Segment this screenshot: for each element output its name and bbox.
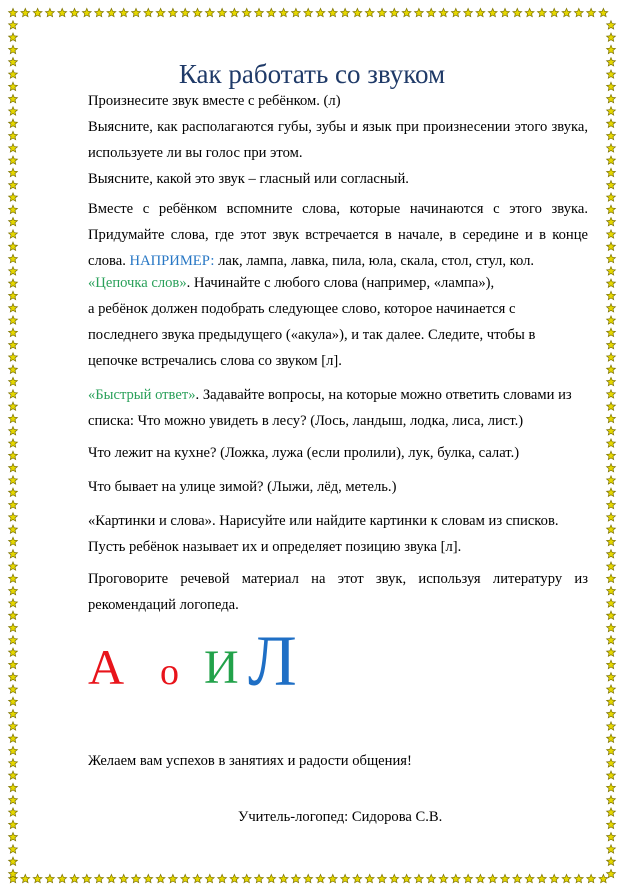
star-icon bbox=[607, 353, 616, 361]
star-icon bbox=[21, 8, 30, 16]
star-icon bbox=[607, 648, 616, 656]
star-icon bbox=[607, 144, 616, 152]
star-icon bbox=[9, 537, 18, 545]
star-icon bbox=[9, 451, 18, 459]
star-icon bbox=[9, 144, 18, 152]
star-icon bbox=[9, 648, 18, 656]
star-icon bbox=[607, 685, 616, 693]
star-icon bbox=[439, 8, 448, 16]
star-icon bbox=[607, 476, 616, 484]
star-icon bbox=[33, 8, 42, 16]
word-chain-label: «Цепочка слов» bbox=[88, 275, 187, 291]
paragraph-4-text: Вместе с ребёнком вспомните слова, которые начинаются с этого звука. Придумайте слова, где этот звук встречается в начале, в середине и в конце слова. bbox=[88, 201, 588, 269]
star-icon bbox=[390, 874, 399, 882]
star-icon bbox=[488, 874, 497, 882]
star-icon bbox=[607, 230, 616, 238]
star-icon bbox=[607, 488, 616, 496]
star-icon bbox=[218, 8, 227, 16]
star-icon bbox=[9, 95, 18, 103]
star-icon bbox=[607, 660, 616, 668]
star-icon bbox=[9, 623, 18, 631]
star-icon bbox=[9, 414, 18, 422]
star-icon bbox=[353, 874, 362, 882]
star-icon bbox=[9, 156, 18, 164]
star-icon bbox=[328, 874, 337, 882]
star-icon bbox=[9, 746, 18, 754]
example-label: НАПРИМЕР: bbox=[129, 253, 215, 269]
star-icon bbox=[607, 414, 616, 422]
star-icon bbox=[9, 33, 18, 41]
star-icon bbox=[607, 845, 616, 853]
paragraph-5 bbox=[88, 270, 588, 296]
star-icon bbox=[538, 8, 547, 16]
star-icon bbox=[132, 8, 141, 16]
star-icon bbox=[119, 8, 128, 16]
star-icon bbox=[464, 8, 473, 16]
star-icon bbox=[193, 8, 202, 16]
star-icon bbox=[9, 550, 18, 558]
star-icon bbox=[574, 8, 583, 16]
paragraph-6 bbox=[88, 382, 588, 434]
star-icon bbox=[9, 267, 18, 275]
star-icon bbox=[365, 8, 374, 16]
star-icon bbox=[607, 550, 616, 558]
star-icon bbox=[607, 341, 616, 349]
star-icon bbox=[9, 857, 18, 865]
star-icon bbox=[427, 8, 436, 16]
star-icon bbox=[9, 193, 18, 201]
star-icon bbox=[550, 874, 559, 882]
star-icon bbox=[607, 328, 616, 336]
star-icon bbox=[9, 660, 18, 668]
star-icon bbox=[328, 8, 337, 16]
star-icon bbox=[607, 746, 616, 754]
star-icon bbox=[607, 168, 616, 176]
star-icon bbox=[607, 513, 616, 521]
star-icon bbox=[9, 796, 18, 804]
letter-a: А bbox=[88, 639, 125, 695]
star-icon bbox=[341, 8, 350, 16]
star-icon bbox=[607, 107, 616, 115]
star-icon bbox=[538, 874, 547, 882]
paragraph-1: Произнесите звук вместе с ребёнком. (л) bbox=[88, 93, 341, 109]
star-icon bbox=[119, 874, 128, 882]
star-icon bbox=[9, 304, 18, 312]
letter-l: Л bbox=[248, 621, 297, 701]
star-icon bbox=[193, 874, 202, 882]
star-icon bbox=[607, 267, 616, 275]
star-icon bbox=[9, 820, 18, 828]
star-icon bbox=[255, 874, 264, 882]
star-icon bbox=[607, 193, 616, 201]
star-icon bbox=[58, 8, 67, 16]
star-icon bbox=[525, 874, 534, 882]
star-icon bbox=[353, 8, 362, 16]
star-icon bbox=[169, 8, 178, 16]
star-icon bbox=[607, 820, 616, 828]
star-icon bbox=[476, 874, 485, 882]
star-icon bbox=[378, 874, 387, 882]
star-icon bbox=[9, 833, 18, 841]
star-icon bbox=[607, 119, 616, 127]
star-icon bbox=[607, 525, 616, 533]
star-icon bbox=[607, 254, 616, 262]
paragraph-9: «Картинки и слова». Нарисуйте или найдите картинки к словам из списков. Пусть ребёнок называет их и определяет позицию звука [л]. bbox=[88, 513, 559, 555]
star-icon bbox=[9, 513, 18, 521]
star-icon bbox=[607, 390, 616, 398]
star-icon bbox=[9, 131, 18, 139]
star-icon bbox=[9, 697, 18, 705]
quick-answer-text: . Задавайте вопросы, на которые можно ответить словами из списка: Что можно увидеть в лесу? (Лось, ландыш, лодка, лиса, лист.) bbox=[88, 387, 572, 429]
star-icon bbox=[9, 771, 18, 779]
paragraph-7: Что лежит на кухне? (Ложка, лужа (если пролили), лук, булка, салат.) bbox=[88, 445, 520, 461]
star-icon bbox=[607, 242, 616, 250]
star-icon bbox=[9, 574, 18, 582]
star-icon bbox=[365, 874, 374, 882]
star-icon bbox=[607, 808, 616, 816]
star-icon bbox=[607, 697, 616, 705]
star-icon bbox=[9, 279, 18, 287]
star-icon bbox=[378, 8, 387, 16]
star-icon bbox=[607, 464, 616, 472]
star-icon bbox=[9, 562, 18, 570]
star-icon bbox=[46, 874, 55, 882]
star-icon bbox=[9, 500, 18, 508]
star-icon bbox=[607, 304, 616, 312]
star-icon bbox=[82, 874, 91, 882]
star-icon bbox=[242, 8, 251, 16]
star-icon bbox=[9, 808, 18, 816]
star-icon bbox=[562, 8, 571, 16]
star-icon bbox=[9, 242, 18, 250]
star-icon bbox=[9, 21, 18, 29]
star-icon bbox=[181, 874, 190, 882]
star-icon bbox=[402, 874, 411, 882]
star-icon bbox=[107, 8, 116, 16]
star-icon bbox=[9, 377, 18, 385]
star-icon bbox=[607, 587, 616, 595]
star-icon bbox=[9, 845, 18, 853]
star-icon bbox=[156, 874, 165, 882]
star-icon bbox=[550, 8, 559, 16]
star-icon bbox=[476, 8, 485, 16]
star-icon bbox=[9, 45, 18, 53]
star-icon bbox=[415, 874, 424, 882]
star-icon bbox=[304, 874, 313, 882]
star-icon bbox=[607, 365, 616, 373]
star-icon bbox=[341, 874, 350, 882]
star-icon bbox=[9, 119, 18, 127]
star-icon bbox=[9, 390, 18, 398]
paragraph-4 bbox=[88, 196, 588, 274]
star-icon bbox=[9, 427, 18, 435]
paragraph-8: Что бывает на улице зимой? (Лыжи, лёд, метель.) bbox=[88, 479, 397, 495]
star-icon bbox=[9, 328, 18, 336]
star-icon bbox=[95, 874, 104, 882]
star-icon bbox=[9, 673, 18, 681]
star-icon bbox=[607, 796, 616, 804]
word-chain-intro: . Начинайте с любого слова (например, «лампа»), bbox=[186, 275, 495, 291]
star-icon bbox=[525, 8, 534, 16]
star-icon bbox=[607, 722, 616, 730]
star-icon bbox=[230, 874, 239, 882]
star-icon bbox=[607, 156, 616, 164]
paragraph-2: Выясните, как располагаются губы, зубы и язык при произнесении этого звука, используете ли вы голос при этом. bbox=[88, 119, 588, 161]
star-icon bbox=[9, 254, 18, 262]
star-icon bbox=[21, 874, 30, 882]
closing-text: Желаем вам успехов в занятиях и радости общения! bbox=[88, 753, 412, 769]
star-icon bbox=[70, 874, 79, 882]
paragraph-5-continued: а ребёнок должен подобрать следующее слово, которое начинается с последнего звука предыдущего («акула»), и так далее. Следите, чтобы в цепочке встречались слова со звуком [л]. bbox=[88, 301, 536, 369]
star-icon bbox=[82, 8, 91, 16]
star-icon bbox=[304, 8, 313, 16]
star-icon bbox=[607, 623, 616, 631]
star-icon bbox=[599, 8, 608, 16]
star-icon bbox=[607, 427, 616, 435]
star-icon bbox=[9, 488, 18, 496]
star-icon bbox=[607, 402, 616, 410]
star-icon bbox=[607, 537, 616, 545]
star-icon bbox=[181, 8, 190, 16]
star-icon bbox=[607, 45, 616, 53]
star-icon bbox=[9, 587, 18, 595]
star-icon bbox=[33, 874, 42, 882]
star-icon bbox=[9, 316, 18, 324]
star-icon bbox=[607, 131, 616, 139]
star-icon bbox=[156, 8, 165, 16]
letter-o: о bbox=[160, 651, 179, 693]
star-icon bbox=[607, 833, 616, 841]
star-icon bbox=[607, 279, 616, 287]
star-icon bbox=[513, 8, 522, 16]
star-icon bbox=[70, 8, 79, 16]
star-icon bbox=[144, 8, 153, 16]
star-icon bbox=[9, 464, 18, 472]
star-icon bbox=[9, 636, 18, 644]
star-icon bbox=[316, 874, 325, 882]
star-icon bbox=[501, 8, 510, 16]
star-icon bbox=[607, 636, 616, 644]
star-icon bbox=[279, 8, 288, 16]
star-icon bbox=[607, 562, 616, 570]
star-icon bbox=[205, 8, 214, 16]
star-icon bbox=[451, 8, 460, 16]
letters-row bbox=[88, 620, 348, 710]
star-icon bbox=[279, 874, 288, 882]
star-icon bbox=[607, 611, 616, 619]
star-icon bbox=[607, 316, 616, 324]
star-icon bbox=[255, 8, 264, 16]
star-icon bbox=[607, 451, 616, 459]
star-icon bbox=[9, 783, 18, 791]
star-icon bbox=[607, 33, 616, 41]
star-icon bbox=[607, 771, 616, 779]
page-title: Как работать со звуком bbox=[178, 59, 446, 89]
star-icon bbox=[9, 230, 18, 238]
star-icon bbox=[607, 218, 616, 226]
star-icon bbox=[218, 874, 227, 882]
star-icon bbox=[169, 874, 178, 882]
star-icon bbox=[9, 291, 18, 299]
star-icon bbox=[513, 874, 522, 882]
star-icon bbox=[9, 402, 18, 410]
star-icon bbox=[607, 673, 616, 681]
star-icon bbox=[9, 181, 18, 189]
star-icon bbox=[587, 8, 596, 16]
star-icon bbox=[9, 611, 18, 619]
star-icon bbox=[9, 722, 18, 730]
star-icon bbox=[9, 107, 18, 115]
star-icon bbox=[9, 685, 18, 693]
star-icon bbox=[205, 874, 214, 882]
star-icon bbox=[9, 869, 18, 877]
star-icon bbox=[9, 525, 18, 533]
star-icon bbox=[402, 8, 411, 16]
star-icon bbox=[607, 500, 616, 508]
star-icon bbox=[607, 377, 616, 385]
star-icon bbox=[607, 599, 616, 607]
letter-i: И bbox=[204, 641, 239, 694]
star-icon bbox=[607, 869, 616, 877]
star-icon bbox=[9, 218, 18, 226]
star-icon bbox=[9, 439, 18, 447]
star-icon bbox=[439, 874, 448, 882]
star-icon bbox=[316, 8, 325, 16]
star-icon bbox=[607, 783, 616, 791]
quick-answer-label: «Быстрый ответ» bbox=[88, 387, 196, 403]
star-icon bbox=[607, 21, 616, 29]
star-icon bbox=[9, 341, 18, 349]
star-icon bbox=[46, 8, 55, 16]
star-icon bbox=[562, 874, 571, 882]
star-icon bbox=[451, 874, 460, 882]
star-icon bbox=[9, 710, 18, 718]
signature: Учитель-логопед: Сидорова С.В. bbox=[238, 809, 443, 825]
star-icon bbox=[9, 759, 18, 767]
star-icon bbox=[58, 874, 67, 882]
paragraph-3: Выясните, какой это звук – гласный или согласный. bbox=[88, 171, 409, 187]
star-icon bbox=[292, 8, 301, 16]
star-icon bbox=[230, 8, 239, 16]
star-icon bbox=[607, 95, 616, 103]
star-icon bbox=[488, 8, 497, 16]
paragraph-10: Проговорите речевой материал на этот звук, используя литературу из рекомендаций логопеда. bbox=[88, 571, 588, 613]
star-icon bbox=[607, 710, 616, 718]
star-icon bbox=[9, 353, 18, 361]
example-words: лак, лампа, лавка, пила, юла, скала, стол, стул, кол. bbox=[218, 253, 535, 269]
star-icon bbox=[242, 874, 251, 882]
star-icon bbox=[292, 874, 301, 882]
star-icon bbox=[587, 874, 596, 882]
star-icon bbox=[599, 874, 608, 882]
star-icon bbox=[267, 8, 276, 16]
star-icon bbox=[144, 874, 153, 882]
star-icon bbox=[427, 874, 436, 882]
star-icon bbox=[95, 8, 104, 16]
star-icon bbox=[267, 874, 276, 882]
star-icon bbox=[464, 874, 473, 882]
star-icon bbox=[9, 599, 18, 607]
star-icon bbox=[607, 205, 616, 213]
star-icon bbox=[607, 734, 616, 742]
star-icon bbox=[415, 8, 424, 16]
star-icon bbox=[390, 8, 399, 16]
star-icon bbox=[607, 574, 616, 582]
star-icon bbox=[9, 8, 18, 16]
star-icon bbox=[607, 439, 616, 447]
star-icon bbox=[607, 857, 616, 865]
star-icon bbox=[9, 734, 18, 742]
star-icon bbox=[501, 874, 510, 882]
star-icon bbox=[9, 168, 18, 176]
star-icon bbox=[607, 759, 616, 767]
star-icon bbox=[9, 205, 18, 213]
star-icon bbox=[574, 874, 583, 882]
star-icon bbox=[132, 874, 141, 882]
star-icon bbox=[9, 365, 18, 373]
star-icon bbox=[607, 291, 616, 299]
star-icon bbox=[607, 181, 616, 189]
star-icon bbox=[107, 874, 116, 882]
star-icon bbox=[9, 476, 18, 484]
